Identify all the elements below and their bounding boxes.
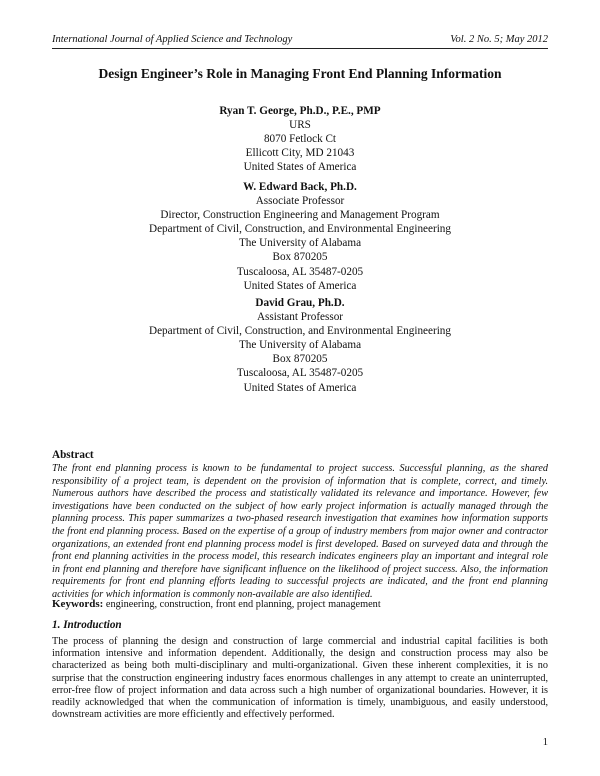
keywords-label: Keywords: — [52, 598, 104, 610]
author-block-george — [52, 104, 548, 174]
introduction-text: The process of planning the design and construction of large commercial and industrial capital facilities is both information intensive and information dependent. Additionally, the design and construction process may also be characterized as being both multi-disciplinary and multi-organizational. Given these inherent complexities, it is no surprise that the construction engineering industry faces enormous challenges in any attempt to create an uninterrupted, error-free flow of project information and data across such a high number of organizational boundaries. However, it is readily acknowledged that when the communication of information is timely, unambiguous, and easily understood, downstream activities are more efficiently and effectively performed. — [52, 636, 548, 721]
abstract-text: The front end planning process is known to be fundamental to project success. Successful planning, as the shared responsibility of a project team, is dependent on the provision of information that is complete, correct, and timely. Numerous authors have described the process and statistically validated its relevance and importance. However, few investigations have been conducted on the subject of how early project information is actually managed through the planning process. This paper summarizes a two-phased research investigation that examines how information supports the front end planning process. Based on the expertise of a group of industry members from major owner and contractor organizations, an extended front end planning process model is first developed. Based on surveyed data and through the front end planning activities in the process model, this research indicates engineers play an important and integral role in front end planning and therefore have significant influence on the likelihood of project success. Also, the information requirements for front end planning efforts leading to successful projects are indicated, and the front end planning activities for which information is commonly non-available are also identified. — [52, 463, 548, 600]
paper-title: Design Engineer’s Role in Managing Front End Planning Information — [98, 66, 502, 81]
affiliation-line: Assistant Professor — [256, 311, 344, 324]
affiliation-line: Director, Construction Engineering and Management Program — [160, 209, 440, 222]
affiliation-line: Box 870205 — [272, 251, 328, 264]
affiliation-line: United States of America — [243, 279, 357, 292]
affiliation-line: Department of Civil, Construction, and Environmental Engineering — [149, 325, 451, 338]
affiliation-line: United States of America — [243, 161, 357, 174]
affiliation-line: Box 870205 — [272, 353, 328, 366]
author-name: Ryan T. George, Ph.D., P.E., PMP — [219, 105, 381, 117]
affiliation-line: United States of America — [243, 381, 357, 394]
keywords-text: engineering, construction, front end planning, project management — [105, 599, 381, 610]
running-header — [52, 34, 548, 49]
volume-info: Vol. 2 No. 5; May 2012 — [450, 34, 548, 45]
author-name: David Grau, Ph.D. — [255, 297, 345, 309]
introduction-heading: 1. Introduction — [52, 619, 122, 631]
affiliation-line: Tuscaloosa, AL 35487-0205 — [236, 367, 364, 380]
journal-name: International Journal of Applied Science and Technology — [52, 34, 293, 45]
affiliation-line: Tuscaloosa, AL 35487-0205 — [236, 265, 364, 278]
affiliation-line: Associate Professor — [255, 195, 345, 208]
keywords — [52, 598, 548, 610]
affiliation-line: Ellicott City, MD 21043 — [245, 147, 355, 160]
affiliation-line: 8070 Fetlock Ct — [263, 133, 337, 146]
abstract-heading: Abstract — [52, 449, 94, 461]
affiliation-line: The University of Alabama — [238, 237, 362, 250]
author-block-grau — [52, 296, 548, 395]
affiliation-line: The University of Alabama — [238, 339, 362, 352]
affiliation-line: Department of Civil, Construction, and Environmental Engineering — [149, 223, 451, 236]
author-block-back — [52, 180, 548, 293]
affiliation-line: URS — [289, 119, 311, 132]
author-name: W. Edward Back, Ph.D. — [243, 181, 357, 193]
page-number: 1 — [542, 737, 548, 748]
